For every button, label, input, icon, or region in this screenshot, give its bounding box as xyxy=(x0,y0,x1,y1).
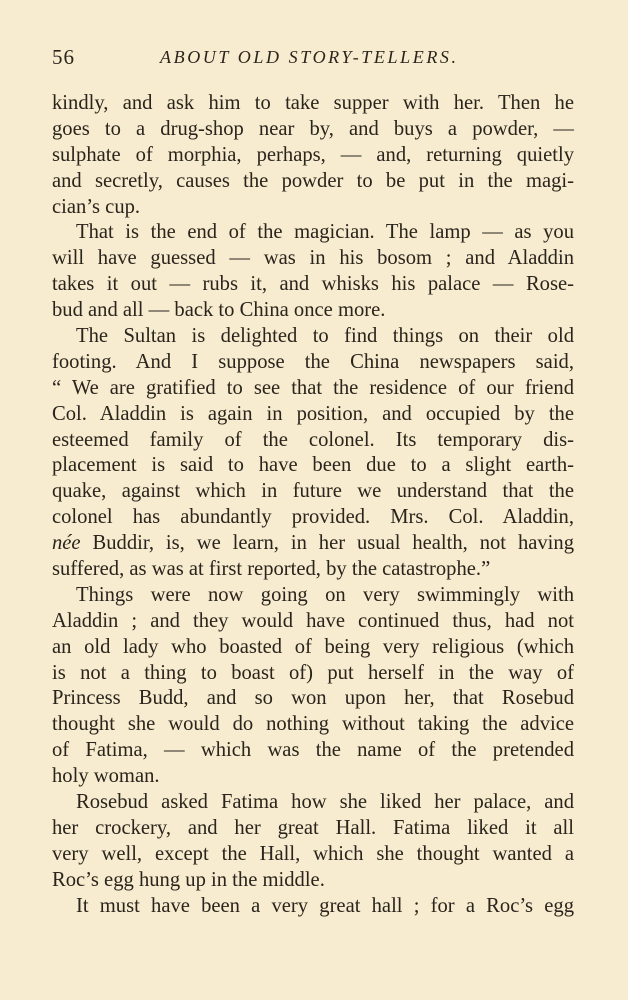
text-line: will have guessed — was in his bosom ; and Aladdin xyxy=(52,247,574,270)
text-line: and secretly, causes the powder to be put in the magi- xyxy=(52,169,574,192)
text-line: her crockery, and her great Hall. Fatima liked it all xyxy=(52,816,574,839)
text-line: esteemed family of the colonel. Its temporary dis- xyxy=(52,428,574,451)
text-line: goes to a drug-shop near by, and buys a powder, — xyxy=(52,117,574,140)
text-line: an old lady who boasted of being very religious (which xyxy=(52,635,574,658)
paragraph xyxy=(52,894,574,920)
text-line: Things were now going on very swimmingly with xyxy=(76,583,574,606)
paragraph xyxy=(52,324,574,583)
text-line: Roc’s egg hung up in the middle. xyxy=(52,868,325,891)
text-line: Aladdin ; and they would have continued thus, had not xyxy=(52,609,574,632)
text-line: The Sultan is delighted to find things on their old xyxy=(76,325,574,348)
text-line: Rosebud asked Fatima how she liked her palace, and xyxy=(76,791,574,814)
page-header xyxy=(52,45,574,75)
page-number: 56 xyxy=(52,45,75,69)
text-line: That is the end of the magician. The lamp — as you xyxy=(76,221,574,244)
text-line: “ We are gratified to see that the residence of our friend xyxy=(52,376,574,399)
text-line: suffered, as was at first reported, by the catastrophe.” xyxy=(52,558,491,581)
line-remainder: Buddir, is, we learn, in her usual health, not having xyxy=(80,532,574,555)
text-line xyxy=(52,531,574,557)
text-line: holy woman. xyxy=(52,765,160,788)
text-line: footing. And I suppose the China newspapers said, xyxy=(52,350,574,373)
text-line: very well, except the Hall, which she thought wanted a xyxy=(52,842,574,865)
running-head: ABOUT OLD STORY-TELLERS. xyxy=(160,47,459,67)
text-line: cian’s cup. xyxy=(52,195,141,218)
text-line: sulphate of morphia, perhaps, — and, returning quietly xyxy=(52,143,574,166)
text-line: Col. Aladdin is again in position, and occupied by the xyxy=(52,402,574,425)
paragraph xyxy=(52,220,574,324)
body-text xyxy=(52,91,574,920)
text-line: It must have been a very great hall ; for a Roc’s egg xyxy=(76,894,574,917)
text-line: placement is said to have been due to a slight earth- xyxy=(52,454,574,477)
italic-word: née xyxy=(52,532,81,555)
paragraph xyxy=(52,583,574,790)
text-line: of Fatima, — which was the name of the pretended xyxy=(52,739,574,762)
text-line: kindly, and ask him to take supper with her. Then he xyxy=(52,92,574,114)
text-line: quake, against which in future we understand that the xyxy=(52,480,574,503)
paragraph xyxy=(52,91,574,220)
paragraph xyxy=(52,790,574,894)
text-line: takes it out — rubs it, and whisks his palace — Rose- xyxy=(52,273,574,296)
text-line: Princess Budd, and so won upon her, that Rosebud xyxy=(52,687,574,710)
text-line: colonel has abundantly provided. Mrs. Col. Aladdin, xyxy=(52,506,574,529)
text-line: bud and all — back to China once more. xyxy=(52,299,386,322)
text-line: is not a thing to boast of) put herself in the way of xyxy=(52,661,574,684)
text-line: thought she would do nothing without taking the advice xyxy=(52,713,574,736)
